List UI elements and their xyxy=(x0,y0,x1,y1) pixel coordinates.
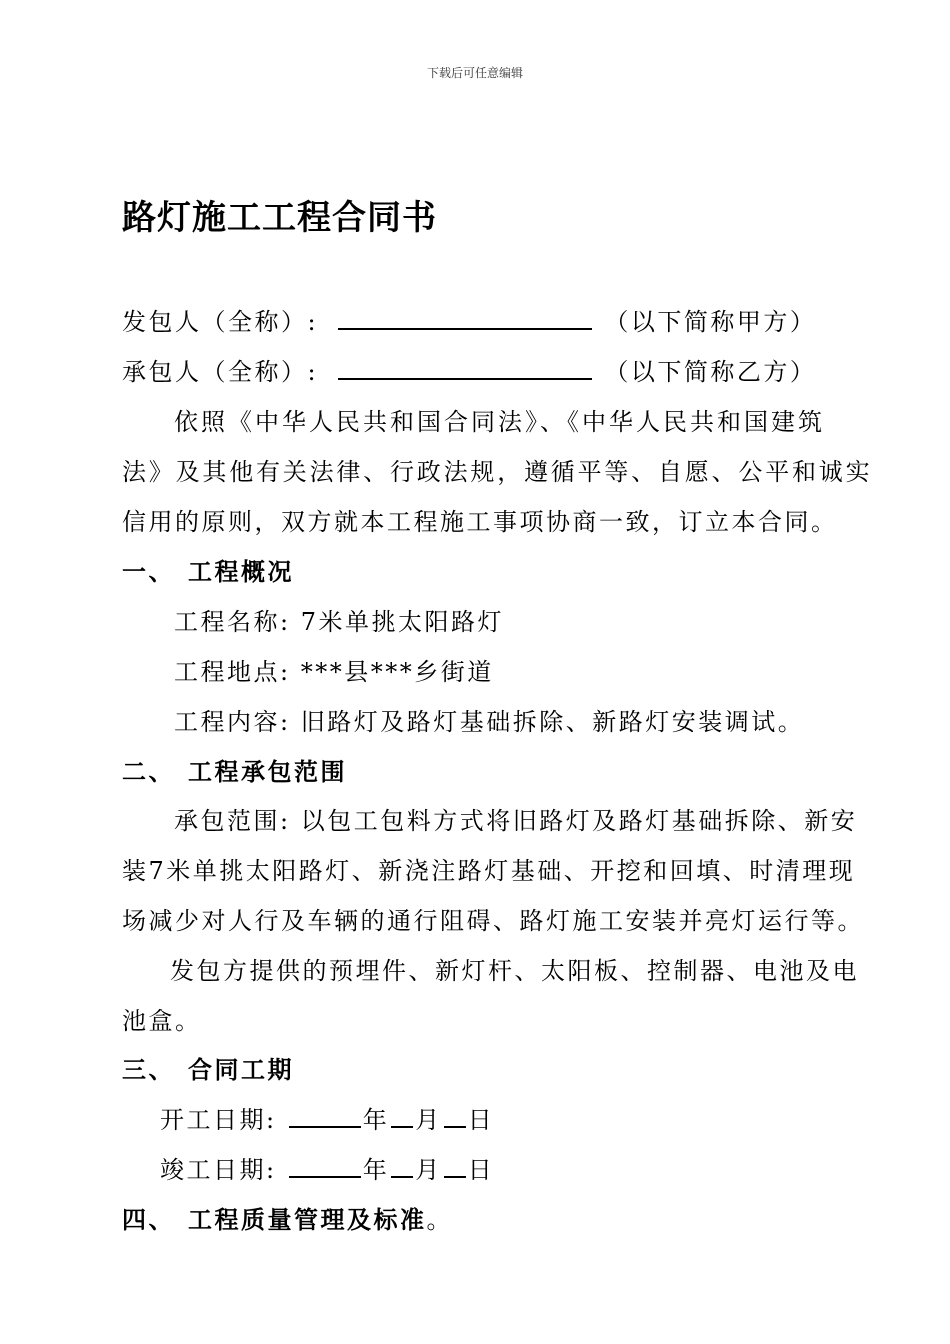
project-name: 工程名称: 7米单挑太阳路灯 xyxy=(174,608,504,636)
section-4-number: 四、 xyxy=(122,1205,175,1234)
start-year-field[interactable] xyxy=(289,1106,361,1128)
start-date-label: 开工日期: xyxy=(160,1106,277,1134)
page-header: 下载后可任意编辑 xyxy=(426,66,523,80)
scope-line-2: 装7米单挑太阳路灯、新浇注路灯基础、开挖和回填、时清理现 xyxy=(122,857,856,885)
section-3-title: 合同工期 xyxy=(188,1055,294,1084)
section-1-number: 一、 xyxy=(122,557,175,586)
supply-line-1: 发包方提供的预埋件、新灯杆、太阳板、控制器、电池及电 xyxy=(170,957,859,985)
start-month-field[interactable] xyxy=(391,1106,413,1128)
section-4-title-end: 。 xyxy=(426,1206,453,1234)
start-year-unit: 年 xyxy=(362,1106,390,1134)
employer-line xyxy=(122,302,816,337)
document-title: 路灯施工工程合同书 xyxy=(122,198,437,238)
end-date-line xyxy=(160,1150,494,1185)
contractor-label: 承包人（全称）: xyxy=(122,358,319,386)
section-2-number: 二、 xyxy=(122,757,175,786)
project-location: 工程地点: ***县***乡街道 xyxy=(174,658,494,686)
start-day-unit: 日 xyxy=(467,1106,495,1134)
section-2-title: 工程承包范围 xyxy=(188,757,347,786)
start-day-field[interactable] xyxy=(444,1106,466,1128)
section-3-number: 三、 xyxy=(122,1055,175,1084)
scope-line-1: 承包范围: 以包工包料方式将旧路灯及路灯基础拆除、新安 xyxy=(174,807,858,835)
scope-line-3: 场减少对人行及车辆的通行阻碍、路灯施工安装并亮灯运行等。 xyxy=(122,907,864,935)
section-1-title: 工程概况 xyxy=(188,557,294,586)
project-content: 工程内容: 旧路灯及路灯基础拆除、新路灯安装调试。 xyxy=(174,708,805,736)
contractor-line xyxy=(122,352,816,387)
end-month-field[interactable] xyxy=(391,1156,413,1178)
end-day-unit: 日 xyxy=(467,1156,495,1184)
section-2-heading xyxy=(122,752,347,787)
supply-line-2: 池盒。 xyxy=(122,1007,202,1035)
employer-suffix: （以下简称甲方） xyxy=(604,308,817,336)
end-year-field[interactable] xyxy=(289,1156,361,1178)
intro-line-1: 依照《中华人民共和国合同法》、《中华人民共和国建筑 xyxy=(174,408,825,436)
contractor-suffix: （以下简称乙方） xyxy=(604,358,817,386)
end-month-unit: 月 xyxy=(415,1156,442,1184)
section-4-title: 工程质量管理及标准 xyxy=(188,1205,427,1234)
section-4-heading xyxy=(122,1200,453,1235)
start-month-unit: 月 xyxy=(415,1106,442,1134)
start-date-line xyxy=(160,1100,494,1135)
employer-label: 发包人（全称）: xyxy=(122,308,319,336)
intro-line-3: 信用的原则，双方就本工程施工事项协商一致，订立本合同。 xyxy=(122,508,838,536)
end-year-unit: 年 xyxy=(362,1156,390,1184)
end-day-field[interactable] xyxy=(444,1156,466,1178)
contractor-name-field[interactable] xyxy=(338,358,592,380)
employer-name-field[interactable] xyxy=(338,308,592,330)
section-3-heading xyxy=(122,1050,294,1085)
section-1-heading xyxy=(122,552,294,587)
end-date-label: 竣工日期: xyxy=(160,1156,277,1184)
intro-line-2: 法》及其他有关法律、行政法规，遵循平等、自愿、公平和诚实 xyxy=(122,458,873,486)
